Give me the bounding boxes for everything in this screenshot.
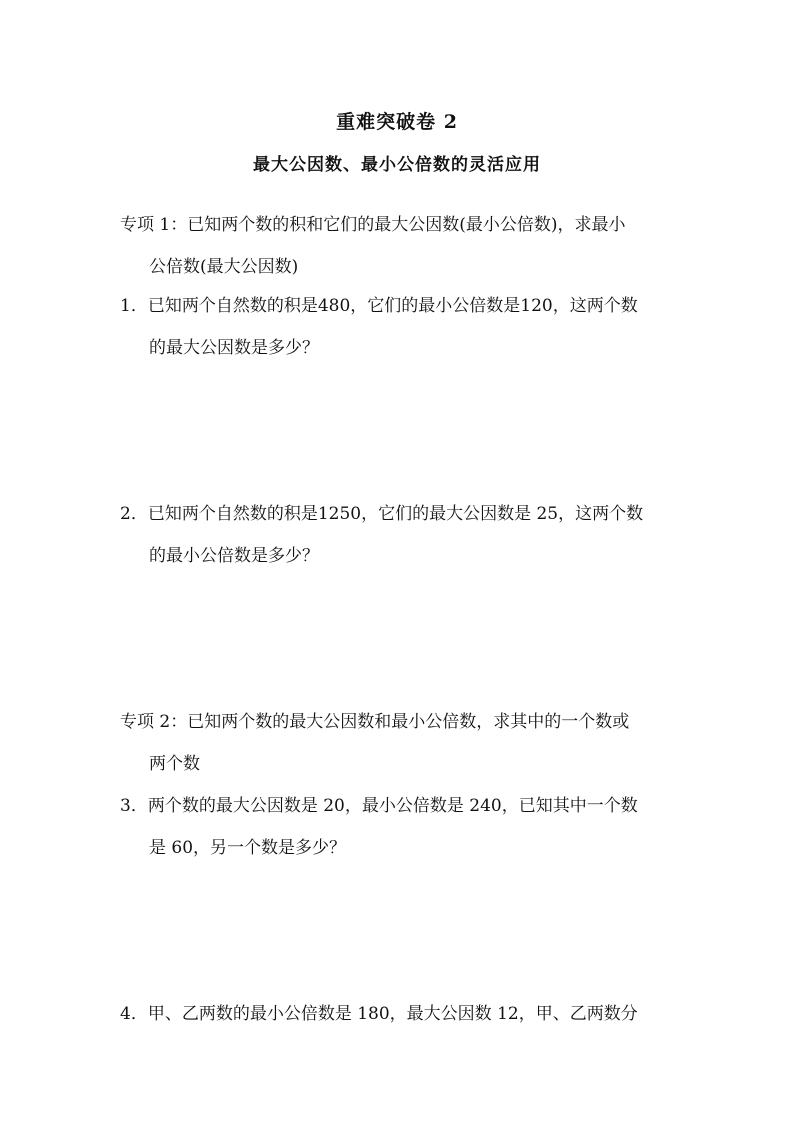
question-3-line-1: 3．两个数的最大公因数是 20，最小公倍数是 240，已知其中一个数 [120, 796, 638, 816]
question-1-line-2: 的最大公因数是多少？ [149, 338, 319, 358]
question-3-line-2: 是 60，另一个数是多少？ [149, 838, 347, 858]
section-1-line-2: 公倍数(最大公因数) [149, 257, 299, 277]
question-1 [120, 285, 680, 369]
page-subtitle: 最大公因数、最小公倍数的灵活应用 [253, 155, 541, 175]
question-4-line-1: 4．甲、乙两数的最小公倍数是 180，最大公因数 12，甲、乙两数分 [120, 1004, 638, 1024]
page-title: 重难突破卷 2 [336, 111, 458, 133]
section-1-heading [120, 204, 680, 288]
question-3 [120, 785, 680, 869]
section-2-heading [120, 701, 680, 785]
section-2-line-2: 两个数 [149, 754, 200, 774]
question-1-line-1: 1．已知两个自然数的积是480，它们的最小公倍数是120，这两个数 [120, 296, 638, 316]
question-2 [120, 493, 680, 577]
question-2-line-2: 的最小公倍数是多少？ [149, 546, 319, 566]
question-4 [120, 993, 680, 1035]
section-2-line-1: 专项 2：已知两个数的最大公因数和最小公倍数，求其中的一个数或 [120, 712, 630, 732]
section-1-line-1: 专项 1：已知两个数的积和它们的最大公因数(最小公倍数)，求最小 [120, 215, 626, 235]
question-2-line-1: 2．已知两个自然数的积是1250，它们的最大公因数是 25，这两个数 [120, 504, 644, 524]
